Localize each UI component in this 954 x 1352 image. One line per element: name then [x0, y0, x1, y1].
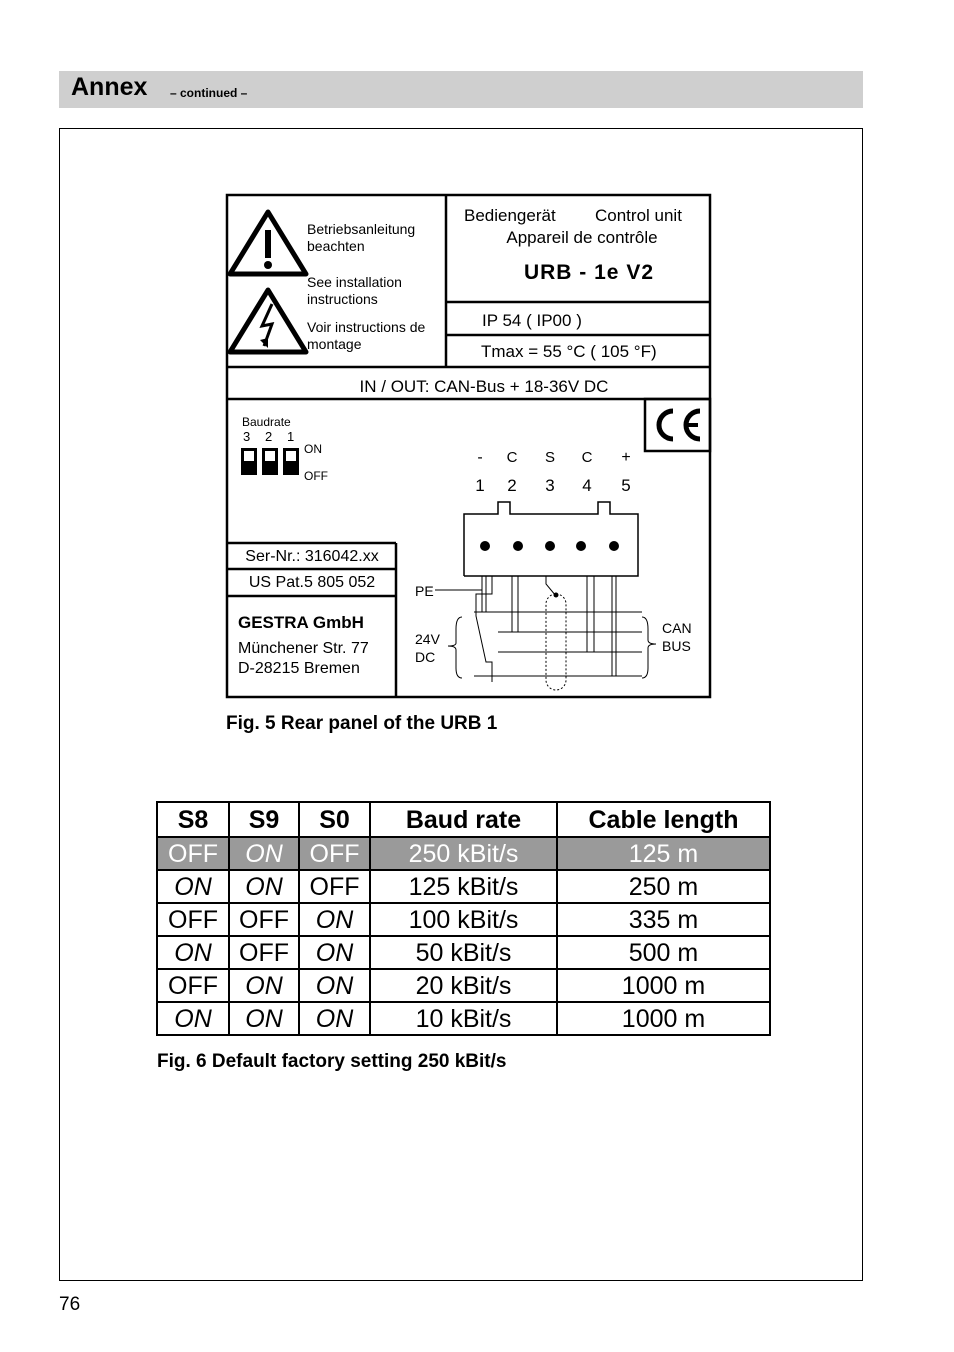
header-s0: S0 [299, 802, 370, 837]
table-row: ON ON OFF 125 kBit/s 250 m [157, 870, 770, 903]
patent-number: US Pat.5 805 052 [248, 574, 376, 591]
baudrate-label: Baudrate [242, 415, 291, 429]
ce-mark-icon [659, 411, 700, 439]
dip-number-1: 1 [287, 429, 295, 444]
maker-name: GESTRA GmbH [238, 613, 364, 632]
terminal-connector [464, 502, 638, 576]
model-name: URB - 1e V2 [523, 261, 655, 284]
terminal-number-4: 4 [582, 476, 592, 495]
header-s8: S8 [157, 802, 229, 837]
terminal-symbol-2: C [506, 449, 518, 466]
serial-number: Ser-Nr.: 316042.xx [245, 548, 379, 565]
bus-label-top: CAN [662, 620, 692, 636]
section-header [59, 71, 863, 108]
terminal-number-1: 1 [475, 476, 485, 495]
pe-label: PE [415, 583, 434, 599]
table-row: OFF OFF ON 100 kBit/s 335 m [157, 903, 770, 936]
fig6-caption: Fig. 6 Default factory setting 250 kBit/s [157, 1051, 507, 1072]
baud-rate-table [156, 801, 771, 1036]
table-header-row [157, 802, 770, 837]
rear-panel-diagram [224, 192, 714, 700]
terminal-symbol-5: + [621, 449, 631, 466]
section-title: Annex [71, 73, 148, 101]
header-cable-length: Cable length [557, 802, 770, 837]
device-name-en: Control unit [595, 206, 682, 225]
dip-off-label: OFF [304, 469, 328, 483]
dip-switch-block [241, 448, 299, 475]
section-subtitle: – continued – [170, 86, 248, 100]
maker-street: Münchener Str. 77 [238, 640, 369, 657]
header-s9: S9 [229, 802, 299, 837]
fig5-caption: Fig. 5 Rear panel of the URB 1 [226, 713, 498, 734]
warning-text-en: See installation instructions [307, 274, 402, 307]
terminal-number-2: 2 [507, 476, 517, 495]
header-baud-rate: Baud rate [370, 802, 557, 837]
table-row: OFF ON ON 20 kBit/s 1000 m [157, 969, 770, 1002]
power-label-bottom: DC [415, 649, 436, 665]
terminal-symbol-4: C [581, 449, 593, 466]
table-row: OFF ON OFF 250 kBit/s 125 m [157, 837, 770, 870]
dip-number-3: 3 [243, 429, 251, 444]
warning-icon [230, 212, 306, 274]
power-label-top: 24V [415, 631, 440, 647]
maker-city: D-28215 Bremen [238, 660, 360, 677]
table-row: ON ON ON 10 kBit/s 1000 m [157, 1002, 770, 1035]
io-spec: IN / OUT: CAN-Bus + 18-36V DC [359, 377, 609, 396]
terminal-symbol-1: - [477, 449, 483, 466]
bus-label-bottom: BUS [662, 638, 691, 654]
device-name-fr: Appareil de contrôle [506, 228, 658, 247]
max-temperature: Tmax = 55 °C ( 105 °F) [481, 342, 657, 361]
page-number: 76 [59, 1294, 81, 1315]
warning-text-fr: Voir instructions de montage [307, 319, 426, 352]
terminal-symbol-3: S [544, 449, 556, 466]
high-voltage-icon [230, 290, 306, 352]
dip-number-2: 2 [265, 429, 273, 444]
table-row: ON OFF ON 50 kBit/s 500 m [157, 936, 770, 969]
protection-class: IP 54 ( IP00 ) [482, 311, 582, 330]
terminal-number-5: 5 [621, 476, 631, 495]
dip-on-label: ON [304, 442, 322, 456]
device-name-de: Bediengerät [464, 206, 556, 225]
warning-text-de: Betriebsanleitung beachten [307, 221, 416, 254]
wiring-diagram [435, 576, 656, 690]
terminal-number-3: 3 [545, 476, 555, 495]
